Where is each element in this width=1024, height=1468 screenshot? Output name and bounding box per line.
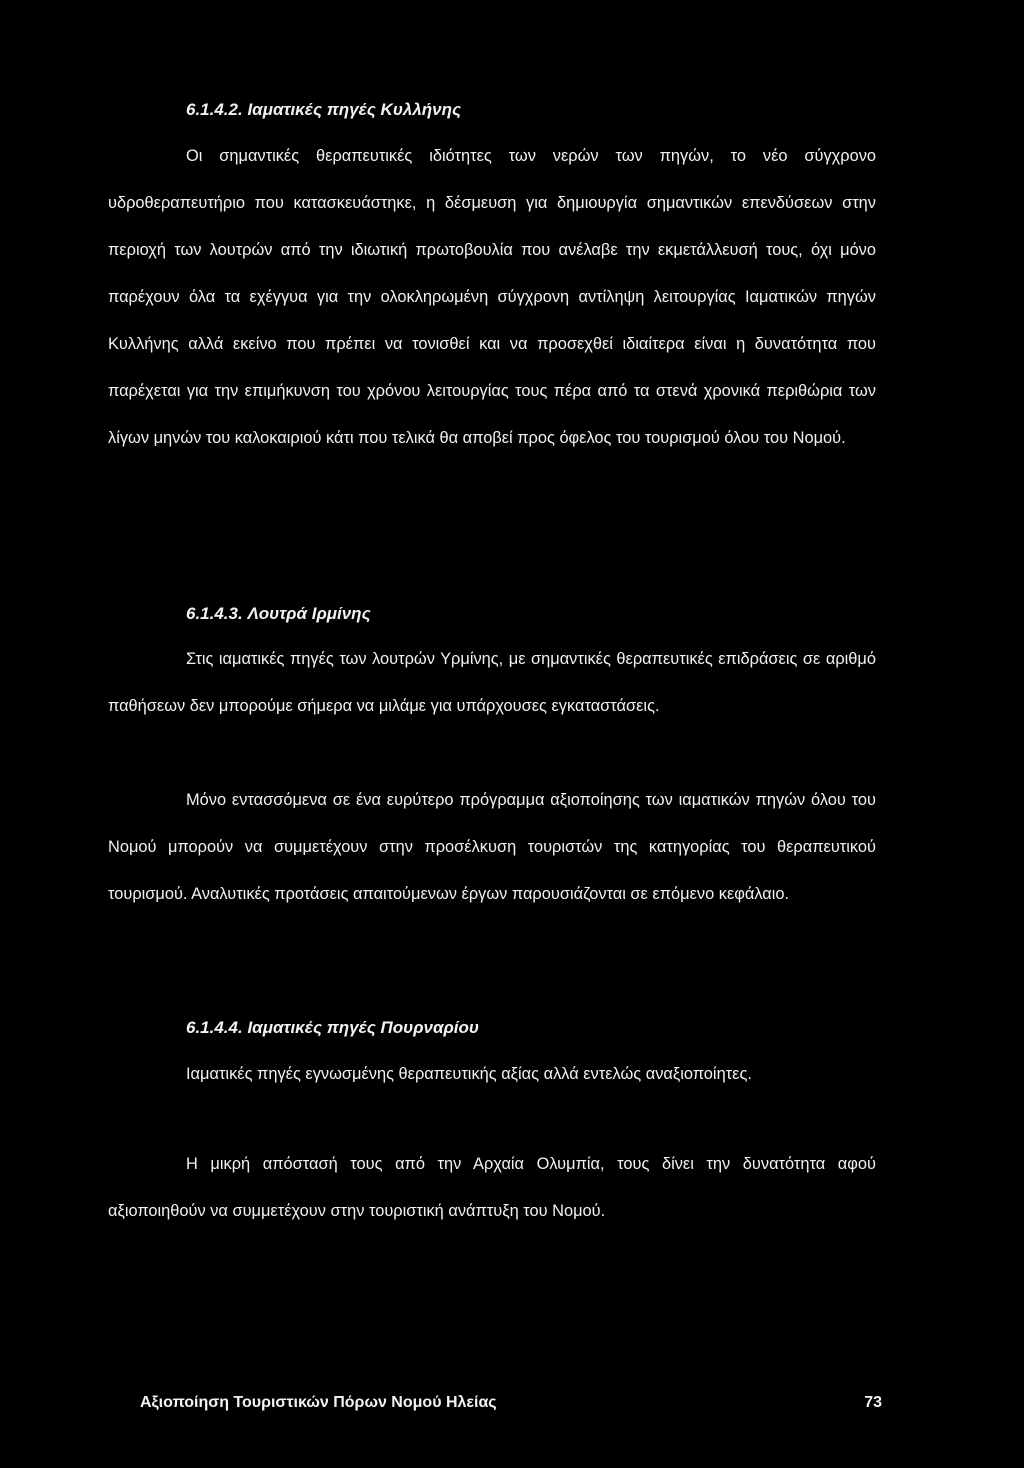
section-title: Ιαματικές πηγές Κυλλήνης [247,100,462,119]
section-heading-kyllini [186,100,461,120]
section-number: 6.1.4.4. [186,1018,243,1037]
section-heading-pournari [186,1018,479,1038]
paragraph-kyllini: Οι σημαντικές θεραπευτικές ιδιότητες των νερών των πηγών, το νέο σύγχρονο υδροθεραπευτήριο που κατασκευάστηκε, η δέσμευση για δημιουργία σημαντικών επενδύσεων στην περιοχή των λουτρών από την ιδιωτική πρωτοβουλία που ανέλαβε την εκμετάλλευσή τους, όχι μόνο παρέχουν όλα τα εχέγγυα για την ολοκληρωμένη σύγχρονη αντίληψη λειτουργίας Ιαματικών πηγών Κυλλήνης αλλά εκείνο που πρέπει να τονισθεί και να προσεχθεί ιδιαίτερα είναι η δυνατότητα που παρέχεται για την επιμήκυνση του χρόνου λειτουργίας τους πέρα από τα στενά χρονικά περιθώρια των λίγων μηνών του καλοκαιριού κάτι που τελικά θα αποβεί προς όφελος του τουρισμού όλου του Νομού. [108,147,876,447]
page-number: 73 [864,1394,882,1411]
section-number: 6.1.4.2. [186,100,243,119]
section-heading-irmini [186,604,371,624]
footer-title: Αξιοποίηση Τουριστικών Πόρων Νομού Ηλείας [140,1394,497,1411]
paragraph-pournari-1: Ιαματικές πηγές εγνωσμένης θεραπευτικής αξίας αλλά εντελώς αναξιοποίητες. [186,1065,752,1083]
paragraph-irmini-1: Στις ιαματικές πηγές των λουτρών Υρμίνης, με σημαντικές θεραπευτικές επιδράσεις σε αριθμό παθήσεων δεν μπορούμε σήμερα να μιλάμε για υπάρχουσες εγκαταστάσεις. [108,650,876,715]
section-number: 6.1.4.3. [186,604,243,623]
paragraph-irmini-2: Μόνο εντασσόμενα σε ένα ευρύτερο πρόγραμμα αξιοποίησης των ιαματικών πηγών όλου του Νομού μπορούν να συμμετέχουν στην προσέλκυση τουριστών της κατηγορίας του θεραπευτικού τουρισμού. Αναλυτικές προτάσεις απαιτούμενων έργων παρουσιάζονται σε επόμενο κεφάλαιο. [108,791,876,903]
section-title: Ιαματικές πηγές Πουρναρίου [247,1018,479,1037]
paragraph-pournari-2: Η μικρή απόστασή τους από την Αρχαία Ολυμπία, τους δίνει την δυνατότητα αφού αξιοποιηθούν να συμμετέχουν στην τουριστική ανάπτυξη του Νομού. [108,1155,876,1220]
section-title: Λουτρά Ιρμίνης [247,604,371,623]
page-footer [140,1393,882,1413]
